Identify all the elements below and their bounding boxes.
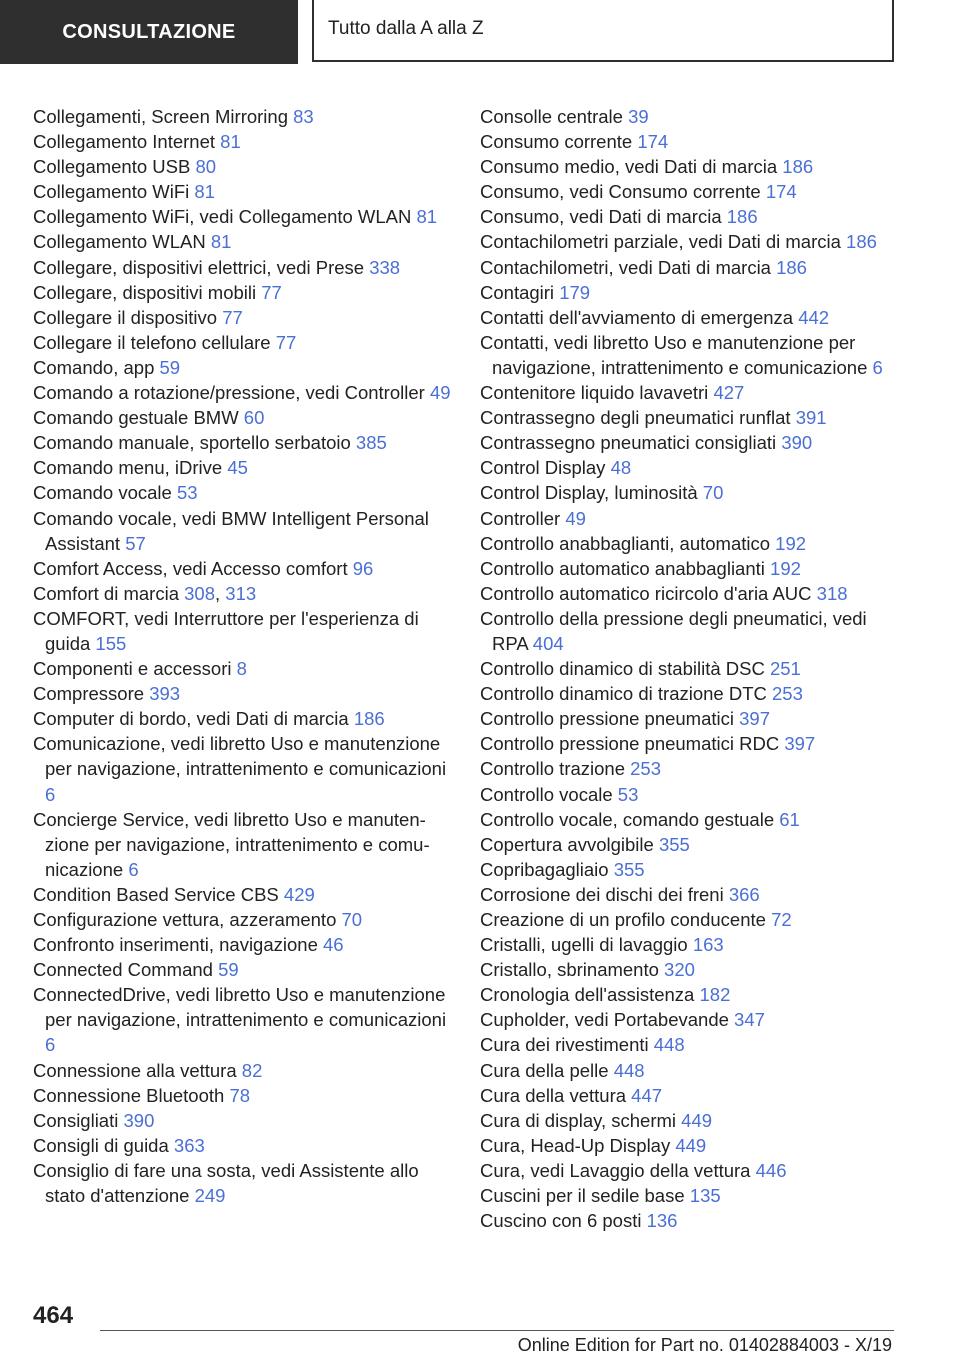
- index-entry: [33, 179, 453, 204]
- index-term: Collegare, dispositivi mobili: [33, 281, 257, 303]
- page-reference-link[interactable]: 355: [613, 858, 645, 880]
- index-term: Controllo anabbaglianti, automatico: [480, 532, 771, 554]
- page-reference-link[interactable]: 81: [194, 181, 215, 203]
- page-reference-link[interactable]: 192: [775, 532, 807, 554]
- page-reference-link[interactable]: 186: [353, 708, 385, 730]
- index-entry: [480, 1032, 900, 1057]
- index-entry: [480, 706, 900, 731]
- index-entry: [33, 656, 453, 681]
- index-entry: [480, 907, 900, 932]
- index-term: Controllo automatico ricircolo d'aria AUC: [480, 582, 812, 604]
- page-reference-link[interactable]: 429: [283, 883, 315, 905]
- page-reference-link[interactable]: 251: [769, 658, 801, 680]
- index-term: Cura dei rivestimenti: [480, 1034, 649, 1056]
- page-reference-link[interactable]: 182: [699, 984, 731, 1006]
- index-entry: [33, 606, 453, 656]
- index-term: Confronto inserimenti, navigazione: [33, 934, 318, 956]
- index-term: Consiglio di fare una sosta, vedi Assistente allo stato d'attenzione: [33, 1159, 419, 1207]
- page-reference-link[interactable]: 174: [637, 131, 669, 153]
- index-entry: [480, 832, 900, 857]
- index-term: Collegare, dispositivi elettrici, vedi Prese: [33, 256, 365, 278]
- page-reference-link[interactable]: 448: [613, 1059, 645, 1081]
- index-entry: [33, 255, 453, 280]
- page-reference-link[interactable]: 363: [173, 1134, 205, 1156]
- index-entry: [33, 380, 453, 405]
- index-term: Consumo, vedi Consumo corrente: [480, 181, 761, 203]
- index-entry: [480, 681, 900, 706]
- page-reference-link[interactable]: 449: [681, 1109, 713, 1131]
- index-term: Compressore: [33, 683, 145, 705]
- index-term: Comando vocale: [33, 482, 172, 504]
- page-reference-link[interactable]: 48: [610, 457, 632, 479]
- index-entry: [33, 556, 453, 581]
- index-entry: [480, 280, 900, 305]
- index-entry: [480, 154, 900, 179]
- index-term: Condition Based Service CBS: [33, 883, 279, 905]
- index-entry: [480, 581, 900, 606]
- page-reference-link[interactable]: 179: [559, 281, 591, 303]
- page-reference-link[interactable]: 192: [770, 557, 801, 579]
- page-reference-link[interactable]: 8: [236, 658, 247, 680]
- index-term: Collegamento Internet: [33, 131, 216, 153]
- page-reference-link[interactable]: 446: [755, 1159, 787, 1181]
- page-reference-link[interactable]: 6: [872, 356, 883, 378]
- page-reference-link[interactable]: 72: [771, 909, 792, 930]
- index-entry: [480, 430, 900, 455]
- page-reference-link[interactable]: 253: [772, 683, 803, 705]
- page-reference-link[interactable]: 253: [630, 758, 662, 780]
- index-entry: [480, 229, 900, 254]
- index-entry: [33, 882, 453, 907]
- page-reference-link[interactable]: 404: [532, 632, 564, 654]
- index-term: Controllo vocale, comando gestuale: [480, 808, 775, 830]
- page-reference-link[interactable]: 80: [195, 156, 217, 178]
- page-reference-link[interactable]: 186: [782, 156, 814, 178]
- index-entry: [480, 1058, 900, 1083]
- page-reference-link[interactable]: 45: [227, 457, 248, 479]
- index-entry: [33, 907, 453, 932]
- index-entry: Comfort di marcia 308, 313: [33, 582, 257, 604]
- page-reference-link[interactable]: 186: [776, 256, 807, 278]
- page-reference-link[interactable]: 442: [798, 306, 830, 328]
- index-entry: [33, 1158, 453, 1208]
- page-reference-link[interactable]: 83: [293, 106, 314, 127]
- page-reference-link[interactable]: 49: [429, 382, 451, 404]
- page-reference-link[interactable]: 81: [220, 131, 241, 153]
- index-term: Consumo medio, vedi Dati di marcia: [480, 156, 778, 178]
- page-reference-link[interactable]: 81: [210, 231, 232, 253]
- index-entry: [480, 932, 900, 957]
- index-term: Connected Command: [33, 959, 213, 981]
- index-term: Contenitore liquido lavavetri: [480, 382, 709, 404]
- index-term: Comando gestuale BMW: [33, 407, 239, 429]
- page-reference-link[interactable]: 77: [275, 331, 297, 353]
- index-term: Configurazione vettura, azzeramento: [33, 909, 337, 930]
- index-entry: [33, 305, 453, 330]
- page-reference-link[interactable]: 338: [369, 256, 401, 278]
- edition-footer: Online Edition for Part no. 01402884003 - X/19: [517, 1335, 892, 1355]
- index-entry: [480, 179, 900, 204]
- index-term: Collegamento USB: [33, 156, 191, 178]
- index-entry: [33, 204, 453, 229]
- index-term: Comando menu, iDrive: [33, 457, 223, 479]
- index-term: Computer di bordo, vedi Dati di marcia: [33, 708, 349, 730]
- index-term: Concierge Service, vedi libretto Uso e manutenzione per navigazione, intrattenimento e comunicazione: [33, 808, 430, 880]
- footer-divider: [100, 1330, 894, 1331]
- index-entry: [480, 129, 900, 154]
- index-entry: [33, 731, 453, 806]
- index-term: Controllo vocale: [480, 783, 613, 805]
- page-reference-link[interactable]: 390: [123, 1109, 155, 1131]
- index-term: Cura della vettura: [480, 1084, 627, 1106]
- index-entry: [480, 204, 900, 229]
- index-entry: [480, 455, 900, 480]
- index-term: Consumo corrente: [480, 131, 633, 153]
- page-reference-link[interactable]: 186: [846, 231, 877, 253]
- index-term: Collegare il telefono cellulare: [33, 331, 271, 353]
- index-term: Cristalli, ugelli di lavaggio: [480, 934, 688, 956]
- page-reference-link[interactable]: 77: [222, 306, 243, 328]
- page-number: 464: [33, 1302, 74, 1329]
- index-entry: [480, 1083, 900, 1108]
- page-reference-link[interactable]: 318: [816, 582, 848, 604]
- index-entry: [33, 1133, 453, 1158]
- page-reference-link[interactable]: 366: [728, 883, 760, 905]
- index-term: Connessione Bluetooth: [33, 1084, 225, 1106]
- index-term: Cura, vedi Lavaggio della vettura: [480, 1159, 751, 1181]
- index-entry: [33, 229, 453, 254]
- index-term: Cura, Head-Up Display: [480, 1134, 671, 1156]
- page-reference-link[interactable]: 447: [631, 1084, 663, 1106]
- page-reference-link[interactable]: 6: [128, 858, 139, 880]
- page-reference-link[interactable]: 390: [781, 432, 813, 454]
- index-entry: [480, 1183, 900, 1208]
- page-reference-link[interactable]: 427: [713, 382, 745, 404]
- page-reference-link[interactable]: 61: [779, 808, 800, 830]
- index-term: Cronologia dell'assistenza: [480, 984, 695, 1006]
- index-term: Control Display, luminosità: [480, 482, 698, 504]
- page-reference-link[interactable]: 49: [565, 507, 586, 529]
- index-term: Cupholder, vedi Portabevande: [480, 1009, 729, 1031]
- page-reference-link[interactable]: 397: [784, 733, 816, 755]
- index-term: Collegamenti, Screen Mirroring: [33, 106, 288, 127]
- index-term: Contachilometri parziale, vedi Dati di marcia: [480, 231, 841, 253]
- index-entry: [480, 1108, 900, 1133]
- index-entry: [480, 556, 900, 581]
- index-entry: [33, 430, 453, 455]
- index-term: Contrassegno pneumatici consigliati: [480, 432, 777, 454]
- index-entry: [480, 405, 900, 430]
- page-reference-link[interactable]: 77: [261, 281, 282, 303]
- index-entry: [33, 957, 453, 982]
- index-term: Collegamento WiFi: [33, 181, 190, 203]
- index-entry: [480, 330, 900, 380]
- page-reference-link[interactable]: 393: [149, 683, 181, 705]
- index-term: Copribagagliaio: [480, 858, 609, 880]
- index-term: Controllo trazione: [480, 758, 625, 780]
- section-tab: [0, 0, 298, 64]
- page-reference-link[interactable]: 135: [689, 1185, 721, 1207]
- page-reference-link[interactable]: 59: [159, 356, 181, 378]
- index-term: Controllo pressione pneumatici RDC: [480, 733, 780, 755]
- index-term: Comfort Access, vedi Accesso comfort: [33, 557, 348, 579]
- page-reference-link[interactable]: 60: [243, 407, 265, 429]
- page-reference-link[interactable]: 308: [184, 582, 215, 604]
- page-reference-link[interactable]: 78: [229, 1084, 251, 1106]
- index-entry: [33, 129, 453, 154]
- index-entry: [33, 1083, 453, 1108]
- index-entry: [33, 807, 453, 882]
- page-reference-link[interactable]: 57: [125, 532, 146, 554]
- index-term: Cuscino con 6 posti: [480, 1210, 642, 1232]
- index-entry: [33, 280, 453, 305]
- page-reference-link[interactable]: 53: [617, 783, 639, 805]
- index-entry: [480, 255, 900, 280]
- index-term: Consigli di guida: [33, 1134, 169, 1156]
- index-entry: [33, 480, 453, 505]
- index-entry: [480, 531, 900, 556]
- index-entry: [480, 480, 900, 505]
- index-term: Comfort di marcia: [33, 582, 179, 604]
- index-term: Contrassegno degli pneumatici runflat: [480, 407, 791, 429]
- page-reference-link[interactable]: 6: [45, 1034, 56, 1056]
- page-reference-link[interactable]: 347: [734, 1009, 765, 1031]
- index-term: Comunicazione, vedi libretto Uso e manutenzione per navigazione, intrattenimento e comunicazioni: [33, 733, 447, 780]
- index-term: Controllo automatico anabbaglianti: [480, 557, 765, 579]
- page-reference-link[interactable]: 163: [692, 934, 724, 956]
- index-entry: [480, 1133, 900, 1158]
- index-term: Consumo, vedi Dati di marcia: [480, 206, 722, 228]
- chapter-title: Tutto dalla A alla Z: [328, 18, 484, 39]
- index-term: Contachilometri, vedi Dati di marcia: [480, 256, 771, 278]
- index-term: Creazione di un profilo conducente: [480, 909, 766, 930]
- page-reference-link[interactable]: 136: [646, 1210, 678, 1232]
- index-term: COMFORT, vedi Interruttore per l'esperienza di guida: [33, 607, 419, 654]
- index-entry: [33, 706, 453, 731]
- page-reference-link[interactable]: 449: [675, 1134, 707, 1156]
- index-term: Consigliati: [33, 1109, 119, 1131]
- index-term: Collegamento WLAN: [33, 231, 206, 253]
- index-term: Controllo della pressione degli pneumatici, vedi RPA: [480, 607, 867, 654]
- index-term: Collegamento WiFi, vedi Collegamento WLAN: [33, 206, 412, 228]
- page-reference-link[interactable]: 70: [702, 482, 724, 504]
- index-entry: [480, 104, 900, 129]
- index-term: Cristallo, sbrinamento: [480, 959, 659, 981]
- index-entry: [480, 857, 900, 882]
- index-entry: [33, 154, 453, 179]
- page-reference-link[interactable]: 96: [352, 557, 374, 579]
- index-entry: [480, 1007, 900, 1032]
- index-entry: [480, 882, 900, 907]
- index-entry: [480, 807, 900, 832]
- index-entry: [33, 104, 453, 129]
- index-term: Componenti e accessori: [33, 658, 232, 680]
- page-reference-link[interactable]: 46: [323, 934, 344, 956]
- index-entry: [33, 405, 453, 430]
- index-column-left: [33, 104, 453, 1208]
- index-entry: [480, 506, 900, 531]
- page-reference-link[interactable]: 174: [765, 181, 797, 203]
- index-term: Controller: [480, 507, 561, 529]
- index-term: Comando, app: [33, 356, 155, 378]
- page-reference-link[interactable]: 249: [194, 1185, 226, 1207]
- page-reference-link[interactable]: 313: [225, 582, 257, 604]
- index-term: Contagiri: [480, 281, 555, 303]
- page-reference-link[interactable]: 6: [45, 783, 56, 805]
- index-term: Connessione alla vettura: [33, 1059, 237, 1081]
- chapter-header: [312, 0, 894, 62]
- page-reference-link[interactable]: 155: [95, 632, 127, 654]
- index-term: Contatti dell'avviamento di emergenza: [480, 306, 794, 328]
- index-entry: [480, 756, 900, 781]
- index-entry: [480, 380, 900, 405]
- index-entry: [480, 656, 900, 681]
- page-reference-link[interactable]: 385: [355, 432, 387, 454]
- index-term: Comando a rotazione/pressione, vedi Controller: [33, 382, 425, 404]
- page-reference-link[interactable]: 82: [241, 1059, 263, 1081]
- index-term: Cura di display, schermi: [480, 1109, 677, 1131]
- index-entry: [33, 1058, 453, 1083]
- section-title: CONSULTAZIONE: [62, 20, 236, 43]
- index-column-right: [480, 104, 900, 1233]
- page-reference-link[interactable]: 397: [739, 708, 771, 730]
- page-reference-link[interactable]: 39: [628, 106, 649, 127]
- index-entry: [33, 681, 453, 706]
- page-reference-link[interactable]: 391: [795, 407, 827, 429]
- index-term: Controllo pressione pneumatici: [480, 708, 734, 730]
- page-reference-link[interactable]: 355: [658, 833, 690, 855]
- index-term: Collegare il dispositivo: [33, 306, 218, 328]
- page-reference-link[interactable]: 448: [653, 1034, 685, 1056]
- index-entry: [480, 957, 900, 982]
- index-entry: [33, 506, 453, 556]
- page-reference-link[interactable]: 320: [664, 959, 695, 981]
- index-term: ConnectedDrive, vedi libretto Uso e manutenzione per navigazione, intrattenimento e comunicazioni: [33, 984, 447, 1031]
- index-term: Controllo dinamico di stabilità DSC: [480, 658, 765, 680]
- page-reference-link[interactable]: 70: [341, 909, 363, 930]
- index-term: Controllo dinamico di trazione DTC: [480, 683, 767, 705]
- index-term: Contatti, vedi libretto Uso e manutenzione per navigazione, intrattenimento e comunicazione: [480, 331, 868, 378]
- index-term: Control Display: [480, 457, 606, 479]
- index-entry: [480, 731, 900, 756]
- index-term: Corrosione dei dischi dei freni: [480, 883, 724, 905]
- index-term: Cura della pelle: [480, 1059, 609, 1081]
- index-entry: [480, 305, 900, 330]
- index-term: Consolle centrale: [480, 106, 623, 127]
- index-term: Comando vocale, vedi BMW Intelligent Personal Assistant: [33, 507, 429, 554]
- page-reference-link[interactable]: 186: [726, 206, 758, 228]
- index-entry: [480, 1208, 900, 1233]
- index-entry: [33, 330, 453, 355]
- index-entry: [480, 606, 900, 656]
- index-entry: [480, 982, 900, 1007]
- index-entry: [33, 932, 453, 957]
- page-reference-link[interactable]: 53: [176, 482, 198, 504]
- page-reference-link[interactable]: 81: [416, 206, 438, 228]
- index-entry: [33, 455, 453, 480]
- index-entry: [33, 355, 453, 380]
- index-term: Copertura avvolgibile: [480, 833, 654, 855]
- index-entry: [33, 982, 453, 1057]
- index-entry: [33, 1108, 453, 1133]
- index-entry: [480, 782, 900, 807]
- page-reference-link[interactable]: 59: [218, 959, 239, 981]
- index-term: Comando manuale, sportello serbatoio: [33, 432, 351, 454]
- index-term: Cuscini per il sedile base: [480, 1185, 685, 1207]
- index-entry: [480, 1158, 900, 1183]
